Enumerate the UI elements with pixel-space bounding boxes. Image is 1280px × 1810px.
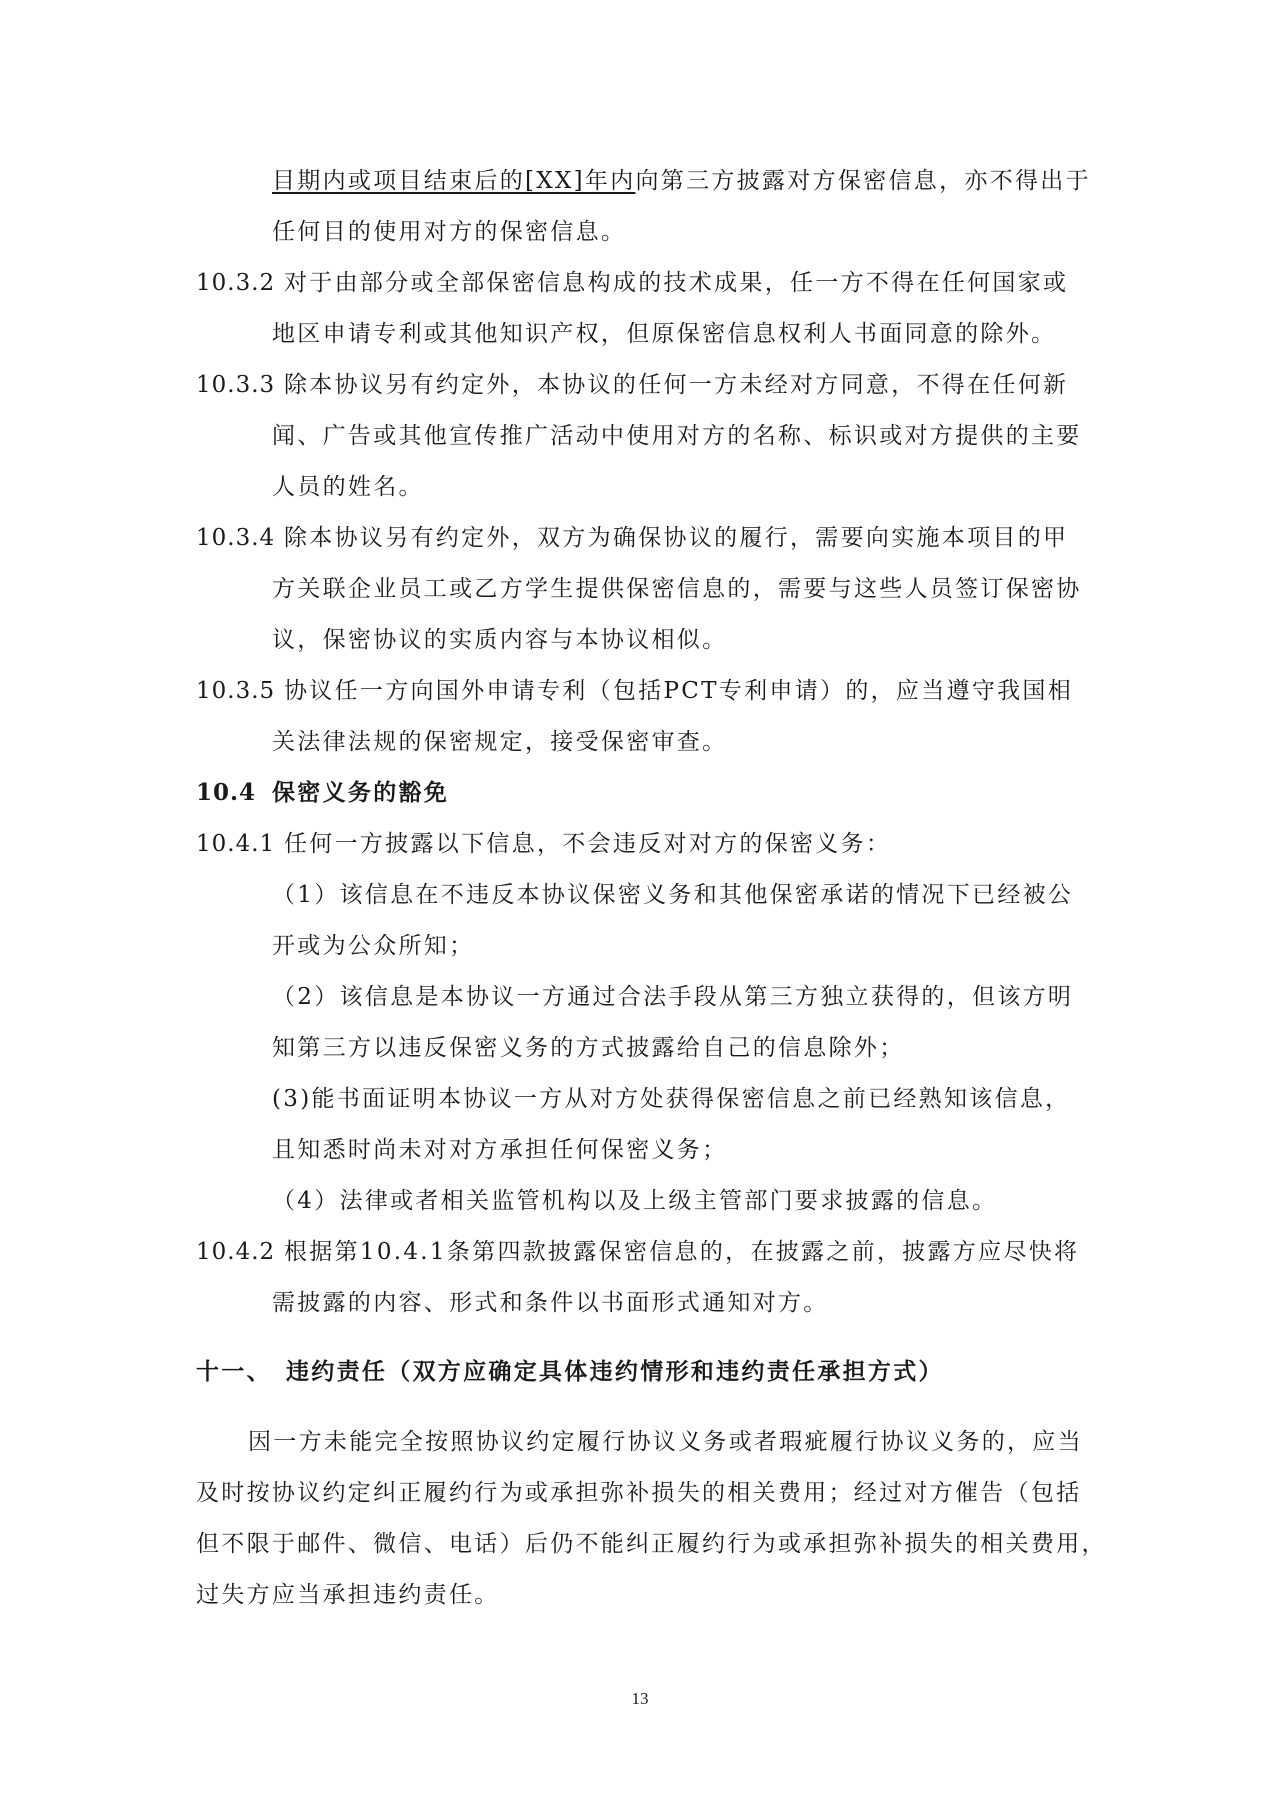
clause-10-3-3-line-1: 除本协议另有约定外，本协议的任何一方未经对方同意，不得在任何新 (284, 372, 1069, 398)
paragraph-10-3-1-continuation-line-2: 任何目的使用对方的保密信息。 (272, 219, 627, 245)
clause-10-3-5-line-2: 关法律法规的保密规定，接受保密审查。 (272, 729, 728, 755)
clause-10-3-2-line-2: 地区申请专利或其他知识产权，但原保密信息权利人书面同意的除外。 (272, 321, 1057, 347)
chapter-11-body-line-4: 过失方应当承担违约责任。 (196, 1582, 500, 1608)
clause-number-10-3-2: 10.3.2 (196, 270, 276, 296)
section-title-10-4: 保密义务的豁免 (272, 779, 450, 806)
clause-10-3-4-line-3: 议，保密协议的实质内容与本协议相似。 (272, 627, 728, 653)
clause-10-3-4-line-2: 方关联企业员工或乙方学生提供保密信息的，需要与这些人员签订保密协 (272, 576, 1082, 602)
list-item-4-line-1: （4）法律或者相关监管机构以及上级主管部门要求披露的信息。 (272, 1188, 998, 1214)
clause-10-3-4-line-1: 除本协议另有约定外，双方为确保协议的履行，需要向实施本项目的甲 (284, 525, 1069, 551)
list-item-2-line-2: 知第三方以违反保密义务的方式披露给自己的信息除外； (272, 1035, 905, 1061)
chapter-11-body-line-2: 及时按协议约定纠正履约行为或承担弥补损失的相关费用；经过对方催告（包括 (196, 1480, 1082, 1506)
clause-10-3-3-line-3: 人员的姓名。 (272, 474, 424, 500)
list-item-3-line-1: (3)能书面证明本协议一方从对方处获得保密信息之前已经熟知该信息， (272, 1086, 1071, 1112)
clause-10-3-5-line-1: 协议任一方向国外申请专利（包括PCT专利申请）的，应当遵守我国相 (284, 678, 1074, 704)
list-item-1-line-1: （1）该信息在不违反本协议保密义务和其他保密承诺的情况下已经被公 (272, 882, 1074, 908)
clause-10-3-3-line-2: 闻、广告或其他宣传推广活动中使用对方的名称、标识或对方提供的主要 (272, 423, 1082, 449)
paragraph-10-3-1-continuation-line-1 (272, 166, 1091, 196)
list-item-3-line-2: 且知悉时尚未对对方承担任何保密义务； (272, 1137, 728, 1163)
clause-10-3-2-line-1: 对于由部分或全部保密信息构成的技术成果，任一方不得在任何国家或 (284, 270, 1069, 296)
text-run: 向第三方披露对方保密信息，亦不得出于 (635, 168, 1091, 194)
clause-number-10-4-1: 10.4.1 (196, 831, 276, 857)
clause-10-4-2-line-1: 根据第10.4.1条第四款披露保密信息的，在披露之前，披露方应尽快将 (284, 1239, 1080, 1265)
underlined-blank-term: 目期内或项目结束后的[XX]年内 (272, 168, 636, 194)
clause-number-10-4-2: 10.4.2 (196, 1239, 276, 1265)
clause-number-10-3-4: 10.3.4 (196, 525, 276, 551)
list-item-2-line-1: （2）该信息是本协议一方通过合法手段从第三方独立获得的，但该方明 (272, 984, 1074, 1010)
clause-10-4-2-line-2: 需披露的内容、形式和条件以书面形式通知对方。 (272, 1290, 829, 1316)
chapter-11-body-line-3: 但不限于邮件、微信、电话）后仍不能纠正履约行为或承担弥补损失的相关费用， (196, 1531, 1107, 1557)
clause-number-10-3-5: 10.3.5 (196, 678, 276, 704)
chapter-11-body-line-1: 因一方未能完全按照协议约定履行协议义务或者瑕疵履行协议义务的，应当 (248, 1429, 1083, 1455)
clause-number-10-3-3: 10.3.3 (196, 372, 276, 398)
clause-10-4-1-line-1: 任何一方披露以下信息，不会违反对对方的保密义务： (284, 831, 892, 857)
chapter-number-11: 十一、 (196, 1358, 272, 1385)
page-number: 13 (631, 1689, 649, 1708)
list-item-1-line-2: 开或为公众所知； (272, 933, 475, 959)
chapter-title-11: 违约责任（双方应确定具体违约情形和违约责任承担方式） (286, 1358, 944, 1385)
section-number-10-4: 10.4 (196, 779, 257, 806)
